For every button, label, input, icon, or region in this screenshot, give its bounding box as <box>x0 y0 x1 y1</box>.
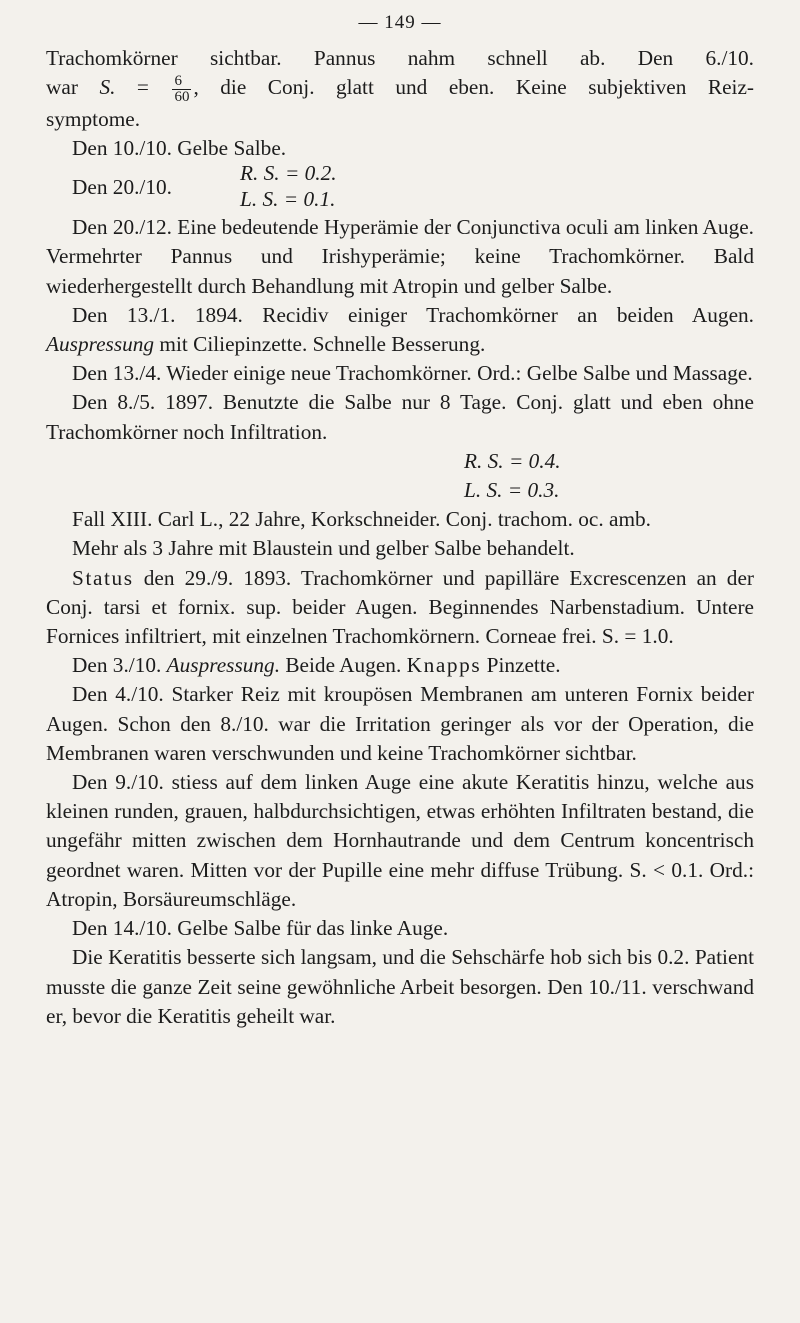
auspressung-term: Auspressung. <box>166 653 281 678</box>
status-entry: Status den 29./9. 1893. Trachomkörner und papilläre Excrescenzen an der Conj. tarsi et fornix. sup. beider Augen. Beginnendes Narbenstadium. Untere Fornices infiltriert, mit einzelnen Trachomkörnern. Corneae frei. S. = 1.0. <box>46 565 754 649</box>
visus-symbol: S. <box>99 75 116 100</box>
visus-right-0-4: R. S. = 0.4. <box>464 448 561 473</box>
closing-paragraph: Die Keratitis besserte sich langsam, und die Sehschärfe hob sich bis 0.2. Patient musste die ganze Zeit seine gewöhnliche Arbeit besorgen. Den 10./11. verschwand er, bevor die Keratitis geheilt war. <box>46 945 754 1028</box>
entry-20-10 <box>46 163 754 213</box>
entry-10-10: Den 10./10. Gelbe Salbe. <box>72 136 287 161</box>
page-body <box>46 44 754 1031</box>
line-war-s: war S. = $\frac{6}{60}$ , die Conj. glatt und eben. Keine subjektiven Reiz- <box>46 72 754 105</box>
line-trachomkoerner: Trachomkörner sichtbar. Pannus nahm schnell ab. Den 6./10. <box>46 46 754 70</box>
visus-fraction: $\frac{6}{60}$ <box>174 72 190 105</box>
entry-4-10: Den 4./10. Starker Reiz mit kroupösen Membranen am unteren Fornix beider Augen. Schon den 8./10. war die Irritation geringer als vor der Operation, die Membranen waren verschwunden und keine Trachomkörner sichtbar. <box>46 682 754 765</box>
entry-8-5-1897: Den 8./5. 1897. Benutzte die Salbe nur 8 Tage. Conj. glatt und eben ohne Trachomkörner noch Infiltration. <box>46 390 754 444</box>
entry-9-10: Den 9./10. stiess auf dem linken Auge eine akute Keratitis hinzu, welche aus kleinen runden, grauen, halbdurchsichtigen, etwas erhöhten Infiltraten bestand, die ungefähr mitten zwischen dem Hornhautrande und dem Centrum koncentrisch geordnet waren. Mitten vor der Pupille eine mehr diffuse Trübung. S. < 0.1. Ord.: Atropin, Borsäureumschläge. <box>46 770 754 911</box>
entry-13-4: Den 13./4. Wieder einige neue Trachomkörner. Ord.: Gelbe Salbe und Massage. <box>72 361 753 386</box>
visus-left-0-1: L. S. = 0.1. <box>240 187 336 212</box>
knapps-name: Knapps <box>406 653 482 678</box>
visus-right-0-2: R. S. = 0.2. <box>240 161 337 186</box>
case-heading-fall-xiii: Fall XIII. Carl L., 22 Jahre, Korkschneider. Conj. trachom. oc. amb. <box>72 507 652 532</box>
visus-left-0-3: L. S. = 0.3. <box>464 478 560 503</box>
entry-3-10: Den 3./10. Auspressung. Beide Augen. Knapps Pinzette. <box>72 653 561 678</box>
entry-20-10-label: Den 20./10. <box>72 175 172 200</box>
auspressung-term: Auspressung <box>46 332 155 357</box>
page-number: — 149 — <box>358 12 442 33</box>
prior-treatment: Mehr als 3 Jahre mit Blaustein und gelber Salbe behandelt. <box>72 536 575 561</box>
entry-20-12: Den 20./12. Eine bedeutende Hyperämie der Conjunctiva oculi am linken Auge. Vermehrter Pannus und Irishyperämie; keine Trachomkörner. Bald wiederhergestellt durch Behandlung mit Atropin und gelber Salbe. <box>46 215 754 298</box>
entry-14-10: Den 14./10. Gelbe Salbe für das linke Auge. <box>72 916 449 941</box>
entry-13-1-1894: Den 13./1. 1894. Recidiv einiger Trachomkörner an beiden Augen. Auspressung mit Ciliepinzette. Schnelle Besserung. <box>46 302 754 357</box>
status-label: Status <box>72 565 134 590</box>
line-symptome: symptome. <box>46 106 141 131</box>
